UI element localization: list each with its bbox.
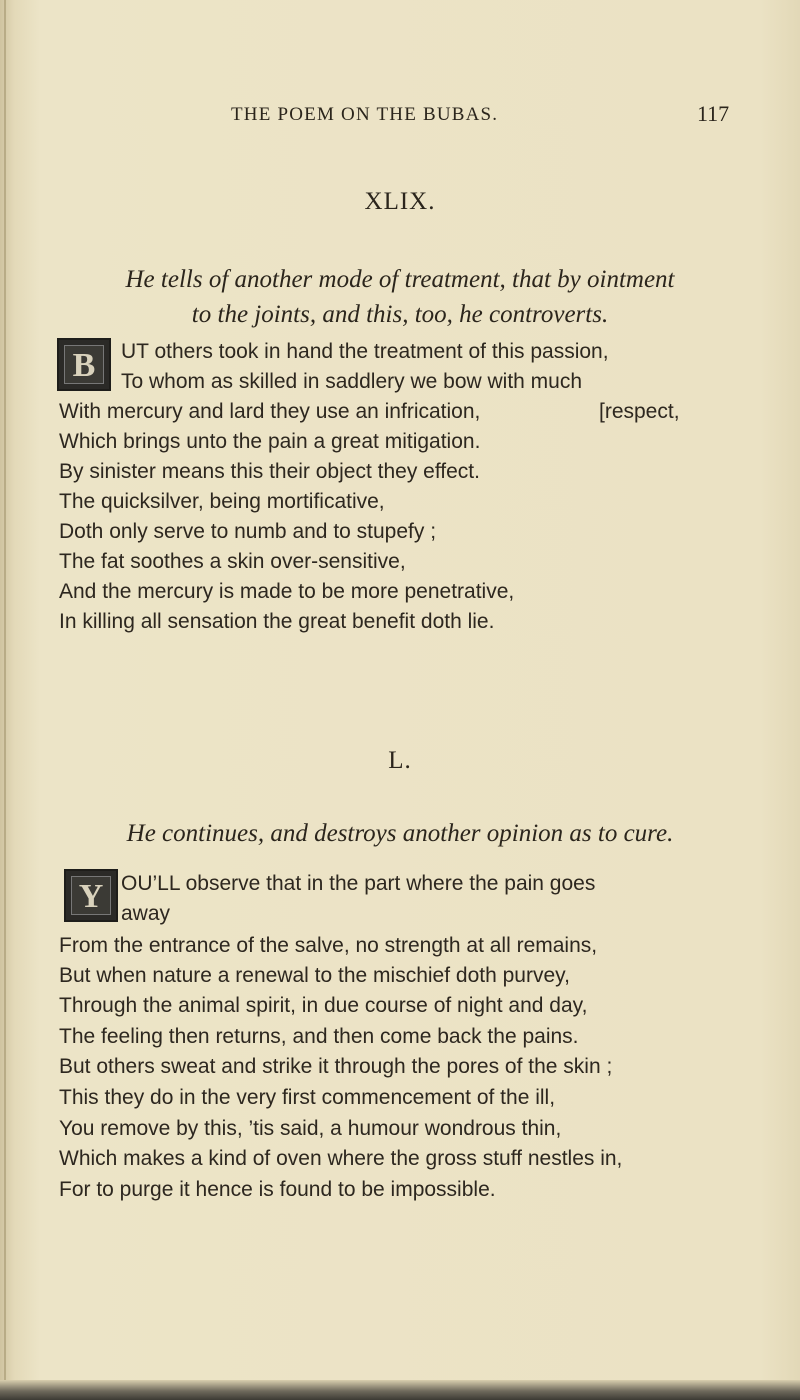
verse-line: OU’LL observe that in the part where the pain goes bbox=[121, 872, 596, 895]
verse-line: Which makes a kind of oven where the gross stuff nestles in, bbox=[59, 1147, 623, 1170]
verse-line-carryover: [respect, bbox=[599, 400, 680, 423]
summary-line: He tells of another mode of treatment, that by ointment bbox=[125, 266, 675, 293]
section-summary-xlix bbox=[0, 262, 800, 332]
verse-line: To whom as skilled in saddlery we bow with much bbox=[121, 370, 583, 393]
page-number: 117 bbox=[697, 101, 730, 126]
verse-line: But when nature a renewal to the mischief doth purvey, bbox=[59, 964, 570, 987]
section-summary-l bbox=[0, 816, 800, 851]
verse-line: away bbox=[121, 902, 171, 925]
drop-cap-letter: Y bbox=[71, 876, 111, 915]
section-number-xlix: XLIX. bbox=[364, 188, 436, 215]
drop-cap-y bbox=[64, 869, 118, 922]
section-number-l: L. bbox=[388, 747, 412, 774]
verse-line: For to purge it hence is found to be impossible. bbox=[59, 1178, 496, 1201]
verse-line: From the entrance of the salve, no strength at all remains, bbox=[59, 934, 598, 957]
verse-line: You remove by this, ’tis said, a humour wondrous thin, bbox=[59, 1117, 562, 1140]
verse-line: Doth only serve to numb and to stupefy ; bbox=[59, 520, 437, 543]
verse-line: And the mercury is made to be more penetrative, bbox=[59, 580, 515, 603]
verse-line: The feeling then returns, and then come back the pains. bbox=[59, 1025, 579, 1048]
summary-line: to the joints, and this, too, he controverts. bbox=[191, 301, 609, 328]
summary-line: He continues, and destroys another opinion as to cure. bbox=[126, 820, 674, 847]
verse-line: The fat soothes a skin over-sensitive, bbox=[59, 550, 406, 573]
running-title: THE POEM ON THE BUBAS. bbox=[231, 104, 499, 125]
running-head bbox=[0, 101, 800, 138]
verse-line: But others sweat and strike it through the pores of the skin ; bbox=[59, 1055, 613, 1078]
page-bottom-edge bbox=[0, 1380, 800, 1400]
verse-line: Which brings unto the pain a great mitigation. bbox=[59, 430, 481, 453]
verse-line: In killing all sensation the great benefit doth lie. bbox=[59, 610, 495, 633]
verse-line: By sinister means this their object they effect. bbox=[59, 460, 480, 483]
verse-line: Through the animal spirit, in due course of night and day, bbox=[59, 994, 588, 1017]
verse-line: The quicksilver, being mortificative, bbox=[59, 490, 385, 513]
verse-line: With mercury and lard they use an infrication, bbox=[59, 400, 481, 423]
verse-line: UT others took in hand the treatment of this passion, bbox=[121, 340, 609, 363]
verse-line: This they do in the very first commencement of the ill, bbox=[59, 1086, 556, 1109]
drop-cap-letter: B bbox=[64, 345, 104, 384]
drop-cap-b bbox=[57, 338, 111, 391]
